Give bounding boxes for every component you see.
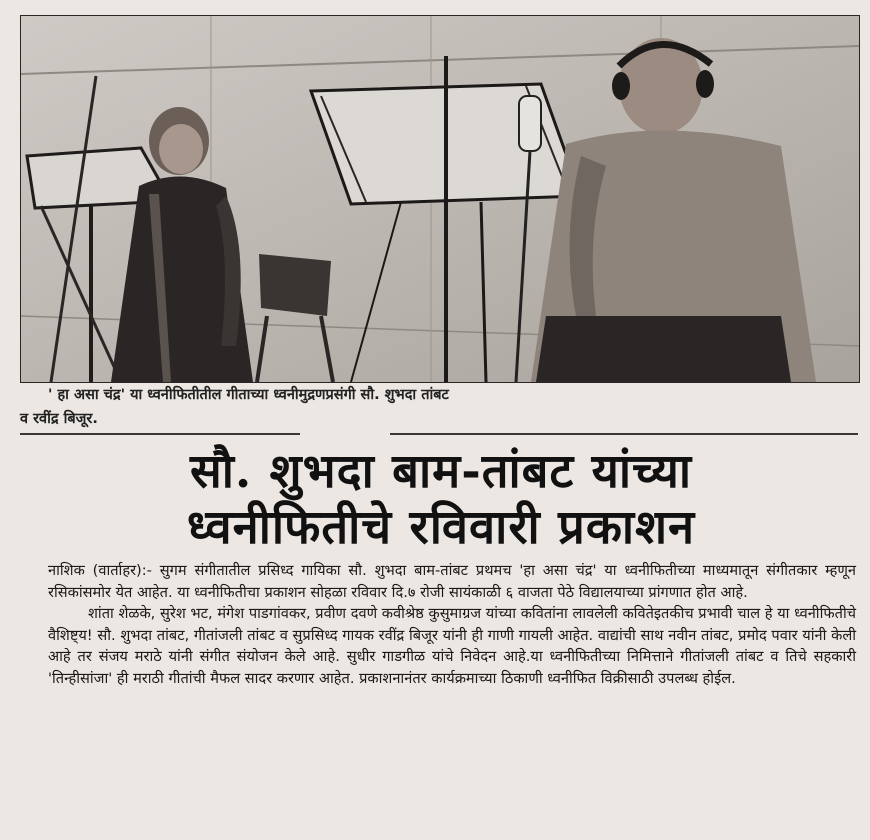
article-paragraph-2: शांता शेळके, सुरेश भट, मंगेश पाडगांवकर, प्रवीण दवणे कवीश्रेष्ठ कुसुमाग्रज यांच्या कवितांना लावलेली कवितेइतकीच प्रभावी चाल हे या ध्वनीफितीचे वैशिष्ट्य! सौ. शुभदा तांबट, गीतांजली तांबट व सुप्रसिध्द गायक रवींद्र बिजूर यांनी ही गाणी गायली आहेत. वाद्यांची साथ नवीन तांबट, प्रमोद पवार यांनी केली आहे तर संजय मराठे यांनी संगीत संयोजन केले आहे. सुधीर गाडगीळ यांचे निवेदन आहे.या ध्वनीफितीच्या निमित्ताने गीतांजली तांबट व तिचे सहकारी 'तिन्हीसांजा' ही मराठी गीतांची मैफल सादर करणार आहेत. प्रकाशनानंतर कार्यक्रमाच्या ठिकाणी ध्वनीफित विक्रीसाठी उपलब्ध होईल. [48, 605, 856, 687]
caption-line-2: व रवींद्र बिजूर. [20, 411, 98, 427]
photo-illustration [21, 16, 859, 382]
photo-caption [20, 383, 858, 431]
caption-line-1: ' हा असा चंद्र' या ध्वनीफितीतील गीताच्या ध्वनीमुद्रणप्रसंगी सौ. शुभदा तांबट [48, 387, 449, 403]
rule-top [20, 433, 300, 435]
recording-session-photo [20, 15, 860, 383]
article-paragraph-1: नाशिक (वार्ताहर):- सुगम संगीतातील प्रसिध्द गायिका सौ. शुभदा बाम-तांबट प्रथमच 'हा असा चंद्र' या ध्वनीफितीच्या माध्यमातून संगीतकार म्हणून रसिकांसमोर येत आहेत. या ध्वनीफितीचा प्रकाशन सोहळा रविवार दि.७ रोजी सायंकाळी ६ वाजता पेठे विद्यालयाच्या प्रांगणात होत आहे. [48, 562, 856, 601]
headline-line-2: ध्वनीफितीचे रविवारी प्रकाशन [186, 500, 696, 555]
article-body [48, 560, 856, 690]
headline-line-1: सौ. शुभदा बाम-तांबट यांच्या [189, 444, 693, 499]
rule-top-right [390, 433, 858, 435]
